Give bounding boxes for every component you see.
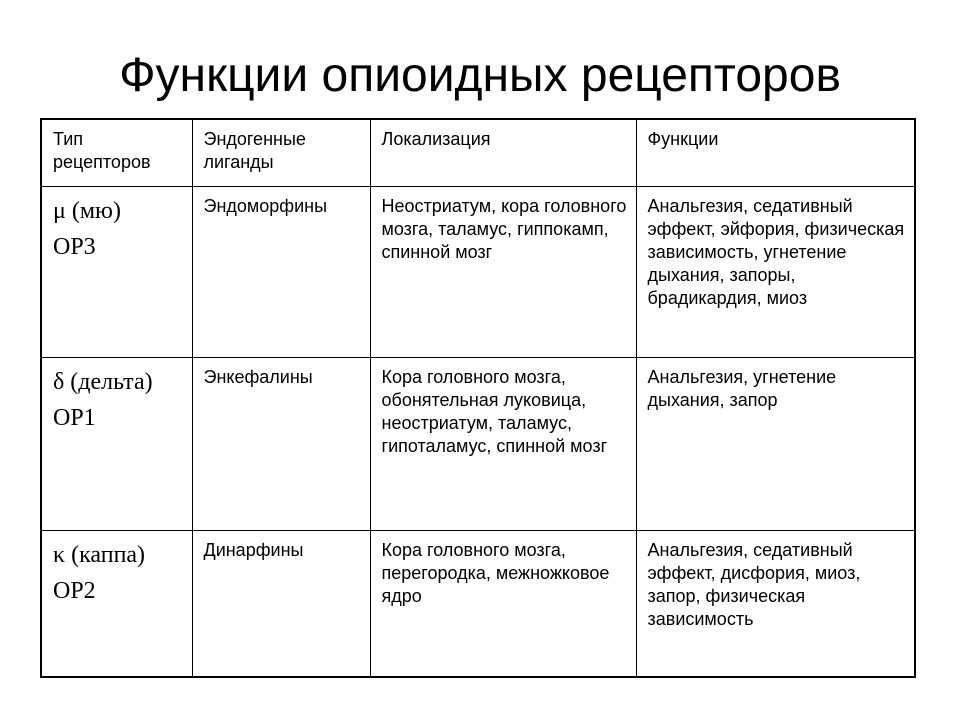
ligands-cell: Эндоморфины (192, 186, 370, 357)
functions-cell: Анальгезия, седативный эффект, эйфория, физическая зависимость, угнетение дыхания, запоры, брадикардия, миоз (636, 186, 915, 357)
header-localization: Локализация (370, 119, 636, 186)
localization-cell: Кора головного мозга, перегородка, межножковое ядро (370, 530, 636, 677)
table-row (41, 530, 915, 677)
ligands-cell: Динарфины (192, 530, 370, 677)
receptor-type-cell (41, 357, 192, 530)
ligands-cell: Энкефалины (192, 357, 370, 530)
header-receptor-type: Тип рецепторов (41, 119, 192, 186)
page-title: Функции опиоидных рецепторов (119, 49, 841, 102)
receptor-type-name: μ (мю) (53, 197, 121, 224)
localization-cell: Кора головного мозга, обонятельная луковица, неостриатум, таламус, гипоталамус, спинной мозг (370, 357, 636, 530)
receptor-type-code: ОР1 (53, 404, 96, 431)
receptor-type-code: ОР2 (53, 577, 96, 604)
header-endogenous-ligands: Эндогенные лиганды (192, 119, 370, 186)
receptor-type-cell (41, 530, 192, 677)
receptor-type-code: ОР3 (53, 233, 96, 260)
receptor-type-name: δ (дельта) (53, 368, 153, 395)
functions-cell: Анальгезия, угнетение дыхания, запор (636, 357, 915, 530)
receptor-table (40, 118, 916, 678)
functions-cell: Анальгезия, седативный эффект, дисфория, миоз, запор, физическая зависимость (636, 530, 915, 677)
localization-cell: Неостриатум, кора головного мозга, таламус, гиппокамп, спинной мозг (370, 186, 636, 357)
table-row (41, 357, 915, 530)
table-row (41, 186, 915, 357)
receptor-type-cell (41, 186, 192, 357)
table-header-row (41, 119, 915, 186)
header-functions: Функции (636, 119, 915, 186)
receptor-type-name: κ (каппа) (53, 541, 146, 568)
